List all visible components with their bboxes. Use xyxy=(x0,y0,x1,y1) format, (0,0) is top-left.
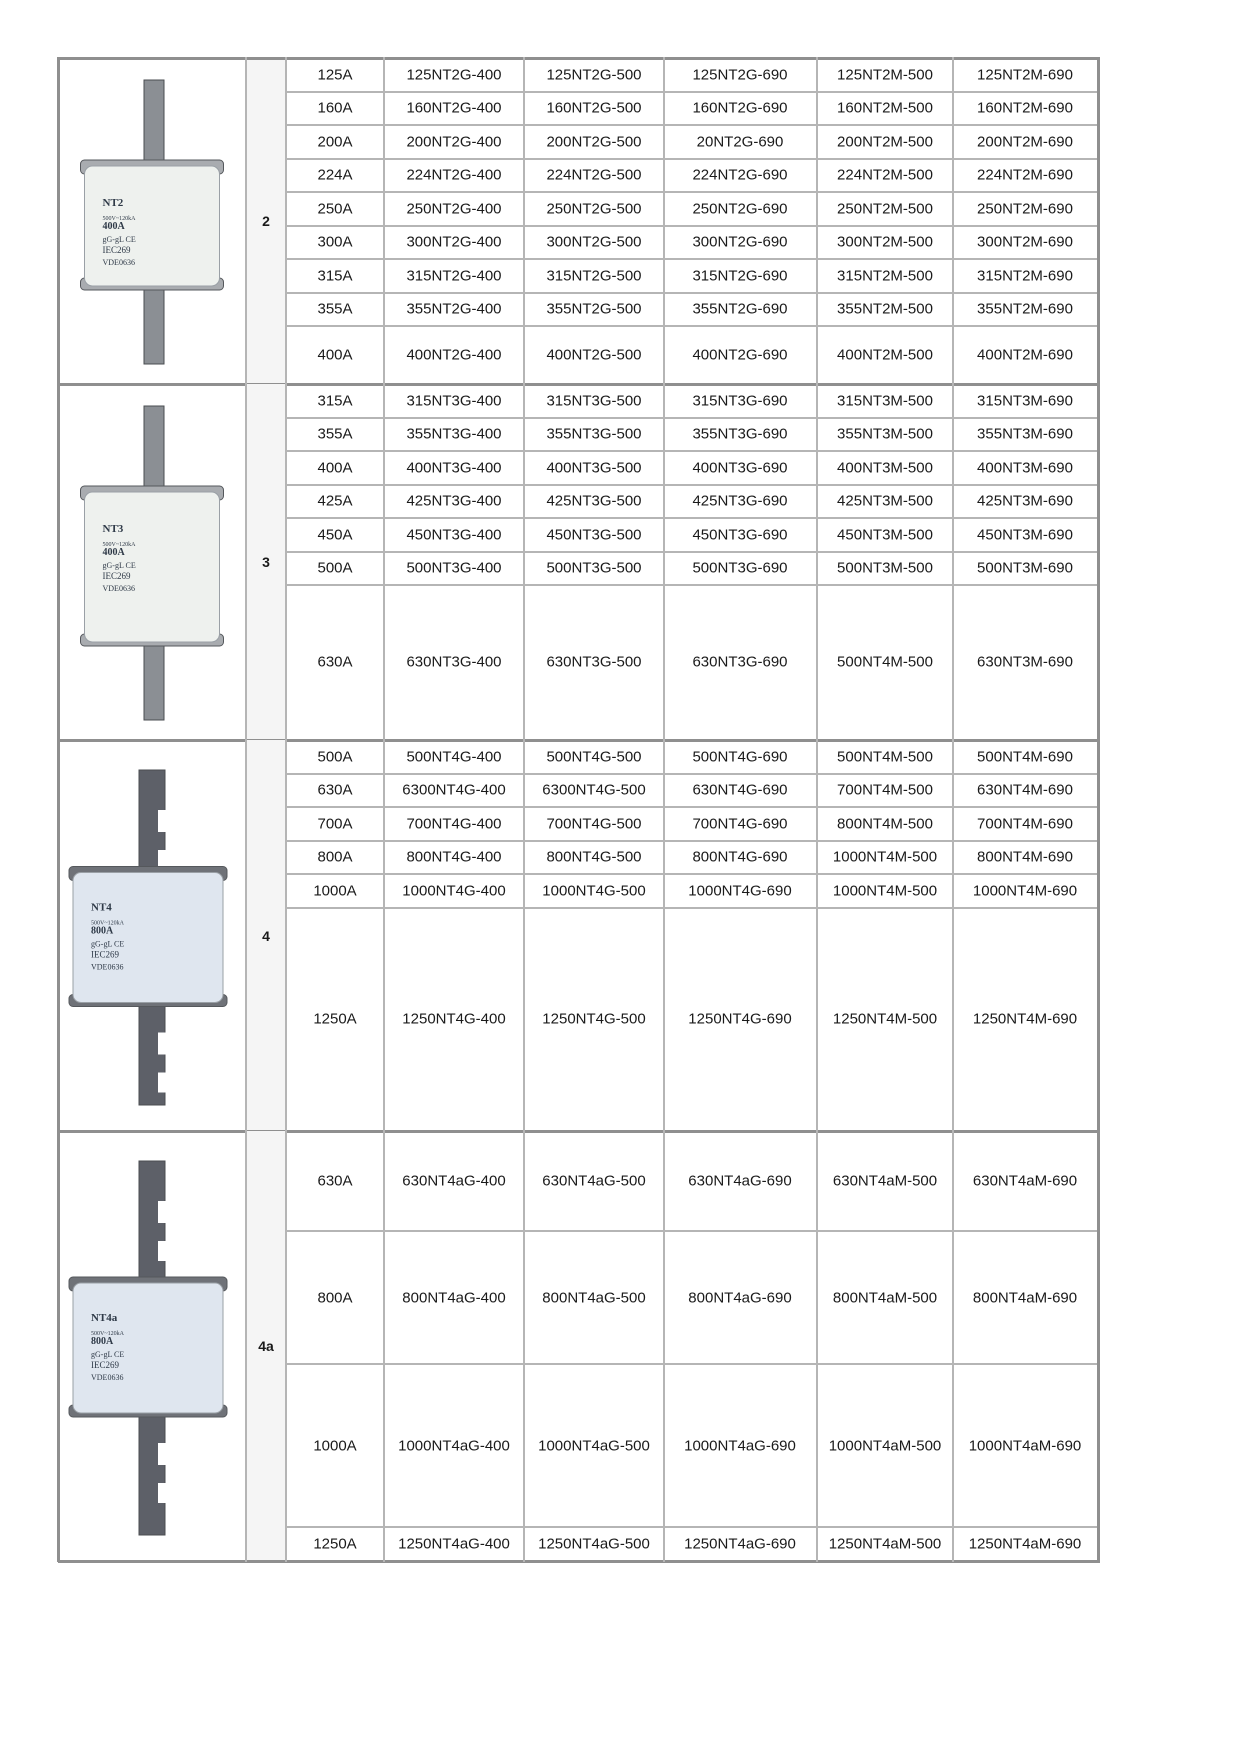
model-number-cell: 315NT2M-690 xyxy=(977,267,1073,285)
row-divider xyxy=(286,517,1098,519)
model-number-cell: 125NT2G-500 xyxy=(546,66,642,84)
model-number-cell: 200NT2M-500 xyxy=(837,133,933,151)
row-divider xyxy=(286,1230,1098,1232)
rated-current-cell: 224A xyxy=(317,166,353,184)
fuse-label-text: 400A xyxy=(102,221,125,232)
model-number-cell: 160NT2G-500 xyxy=(546,99,642,117)
model-number-cell: 1250NT4aG-400 xyxy=(398,1535,510,1553)
model-number-cell: 224NT2G-690 xyxy=(692,166,788,184)
model-number-cell: 355NT2G-400 xyxy=(406,300,502,318)
model-number-cell: 500NT4M-500 xyxy=(837,653,933,671)
model-number-cell: 200NT2G-500 xyxy=(546,133,642,151)
model-number-cell: 400NT2G-400 xyxy=(406,346,502,364)
model-number-cell: 160NT2M-690 xyxy=(977,99,1073,117)
rated-current-cell: 630A xyxy=(317,781,353,799)
model-number-cell: 160NT2G-690 xyxy=(692,99,788,117)
rated-current-cell: 355A xyxy=(317,300,353,318)
model-number-cell: 315NT2G-500 xyxy=(546,267,642,285)
model-number-cell: 500NT3G-400 xyxy=(406,559,502,577)
row-divider xyxy=(286,806,1098,808)
model-number-cell: 125NT2M-690 xyxy=(977,66,1073,84)
rated-current-cell: 1250A xyxy=(313,1535,357,1553)
model-number-cell: 224NT2M-500 xyxy=(837,166,933,184)
rated-current-cell: 1250A xyxy=(313,1010,357,1027)
model-number-cell: 700NT4M-690 xyxy=(977,815,1073,833)
model-number-cell: 1000NT4aG-400 xyxy=(398,1437,510,1454)
rated-current-cell: 800A xyxy=(317,848,353,866)
rated-current-cell: 250A xyxy=(317,200,353,218)
model-number-cell: 6300NT4G-500 xyxy=(542,781,646,799)
row-divider xyxy=(286,225,1098,227)
model-number-cell: 800NT4aM-500 xyxy=(832,1289,938,1306)
model-number-cell: 250NT2G-500 xyxy=(546,200,642,218)
model-number-cell: 250NT2G-690 xyxy=(692,200,788,218)
model-number-cell: 160NT2M-500 xyxy=(837,99,933,117)
fuse-label-text: VDE0636 xyxy=(102,584,135,593)
model-number-cell: 400NT2G-500 xyxy=(546,346,642,364)
model-number-cell: 425NT3G-400 xyxy=(406,492,502,510)
top-blade xyxy=(139,1161,165,1293)
model-number-cell: 450NT3G-400 xyxy=(406,526,502,544)
model-number-cell: 500NT3G-690 xyxy=(692,559,788,577)
model-number-cell: 1250NT4aG-500 xyxy=(538,1535,650,1553)
rated-current-cell: 1000A xyxy=(313,1437,357,1454)
model-number-cell: 630NT3G-400 xyxy=(406,653,502,671)
model-number-cell: 315NT3M-690 xyxy=(977,392,1073,410)
blade-notch xyxy=(158,1033,166,1055)
fuse-photo xyxy=(62,744,242,1127)
fuse-label-text: IEC269 xyxy=(102,245,131,255)
column-divider xyxy=(816,57,818,1562)
model-number-cell: 500NT4M-690 xyxy=(977,748,1073,766)
column-divider xyxy=(1097,57,1100,1562)
model-number-cell: 800NT4aM-690 xyxy=(972,1289,1078,1306)
model-number-cell: 400NT3G-500 xyxy=(546,459,642,477)
rated-current-cell: 1000A xyxy=(313,882,357,900)
model-number-cell: 1250NT4aM-690 xyxy=(968,1535,1082,1553)
model-number-cell: 160NT2G-400 xyxy=(406,99,502,117)
model-number-cell: 355NT3G-400 xyxy=(406,425,502,443)
rated-current-cell: 500A xyxy=(317,559,353,577)
rated-current-cell: 315A xyxy=(317,392,353,410)
model-number-cell: 355NT3G-690 xyxy=(692,425,788,443)
model-number-cell: 700NT4G-690 xyxy=(692,815,788,833)
fuse-label-text: 500V~120kA xyxy=(102,216,136,222)
rated-current-cell: 200A xyxy=(317,133,353,151)
model-number-cell: 1250NT4aM-500 xyxy=(828,1535,942,1553)
row-divider xyxy=(286,450,1098,452)
fuse-label-text: VDE0636 xyxy=(102,258,135,267)
blade-notch xyxy=(158,1073,166,1093)
table-top-border xyxy=(58,57,1100,60)
blade-notch xyxy=(158,1201,166,1223)
model-number-cell: 1000NT4G-400 xyxy=(402,882,506,900)
model-number-cell: 1000NT4aM-500 xyxy=(828,1437,942,1454)
model-number-cell: 450NT3G-500 xyxy=(546,526,642,544)
model-number-cell: 1250NT4G-400 xyxy=(402,1010,506,1027)
row-divider xyxy=(286,873,1098,875)
model-number-cell: 425NT3M-690 xyxy=(977,492,1073,510)
fuse-label-text: 500V~120kA xyxy=(102,542,136,548)
model-number-cell: 630NT4aG-400 xyxy=(402,1172,506,1190)
row-divider xyxy=(286,417,1098,419)
model-number-cell: 800NT4aG-500 xyxy=(542,1289,646,1306)
fuse-label-text: 500V~120kA xyxy=(91,920,124,927)
rated-current-cell: 800A xyxy=(317,1289,353,1306)
model-number-cell: 800NT4G-400 xyxy=(406,848,502,866)
fuse-photo xyxy=(62,1135,242,1557)
model-number-cell: 200NT2M-690 xyxy=(977,133,1073,151)
fuse-label-text: NT2 xyxy=(102,197,124,209)
model-number-cell: 400NT3M-500 xyxy=(837,459,933,477)
blade-notch xyxy=(158,1241,166,1261)
series-label: 2 xyxy=(262,213,270,229)
rated-current-cell: 300A xyxy=(317,233,353,251)
model-number-cell: 425NT3G-690 xyxy=(692,492,788,510)
model-number-cell: 1000NT4aM-690 xyxy=(968,1437,1082,1454)
group-divider xyxy=(58,383,1100,386)
model-number-cell: 200NT2G-400 xyxy=(406,133,502,151)
model-number-cell: 20NT2G-690 xyxy=(696,133,784,151)
model-number-cell: 500NT3G-500 xyxy=(546,559,642,577)
fuse-label-text: IEC269 xyxy=(91,949,119,960)
rated-current-cell: 425A xyxy=(317,492,353,510)
model-number-cell: 630NT4aM-500 xyxy=(832,1172,938,1190)
model-number-cell: 355NT2M-500 xyxy=(837,300,933,318)
series-label: 3 xyxy=(262,554,270,570)
model-number-cell: 315NT3G-690 xyxy=(692,392,788,410)
series-label: 4 xyxy=(262,927,270,944)
rated-current-cell: 500A xyxy=(317,748,353,766)
row-divider xyxy=(286,840,1098,842)
model-number-cell: 500NT3M-690 xyxy=(977,559,1073,577)
model-number-cell: 500NT4M-500 xyxy=(837,748,933,766)
model-number-cell: 630NT3G-500 xyxy=(546,653,642,671)
model-number-cell: 355NT2G-690 xyxy=(692,300,788,318)
blade-notch xyxy=(158,810,166,832)
rated-current-cell: 315A xyxy=(317,267,353,285)
model-number-cell: 1000NT4M-500 xyxy=(832,882,938,900)
model-number-cell: 630NT4G-690 xyxy=(692,781,788,799)
fuse-label-text: 800A xyxy=(91,1336,114,1347)
row-divider xyxy=(286,773,1098,775)
model-number-cell: 300NT2G-500 xyxy=(546,233,642,251)
model-number-cell: 800NT4G-500 xyxy=(546,848,642,866)
row-divider xyxy=(286,191,1098,193)
model-number-cell: 800NT4aG-400 xyxy=(402,1289,506,1306)
row-divider xyxy=(286,584,1098,586)
model-number-cell: 800NT4M-500 xyxy=(837,815,933,833)
model-number-cell: 1000NT4aG-690 xyxy=(684,1437,796,1454)
model-number-cell: 800NT4aG-690 xyxy=(688,1289,792,1306)
fuse-label-text: 400A xyxy=(102,547,125,558)
group-divider xyxy=(58,1130,1100,1133)
fuse-label-text: gG-gL CE xyxy=(91,1350,125,1359)
model-number-cell: 315NT2G-690 xyxy=(692,267,788,285)
model-number-cell: 630NT4M-690 xyxy=(977,781,1073,799)
model-number-cell: 1250NT4M-500 xyxy=(832,1010,938,1027)
model-number-cell: 400NT3M-690 xyxy=(977,459,1073,477)
model-number-cell: 630NT4aG-690 xyxy=(688,1172,792,1190)
model-number-cell: 300NT2G-690 xyxy=(692,233,788,251)
fuse-label-text: VDE0636 xyxy=(91,962,124,972)
model-number-cell: 355NT3M-690 xyxy=(977,425,1073,443)
model-number-cell: 425NT3G-500 xyxy=(546,492,642,510)
model-number-cell: 1250NT4aG-690 xyxy=(684,1535,796,1553)
model-number-cell: 250NT2M-690 xyxy=(977,200,1073,218)
row-divider xyxy=(286,292,1098,294)
model-number-cell: 315NT3G-400 xyxy=(406,392,502,410)
model-number-cell: 630NT3G-690 xyxy=(692,653,788,671)
fuse-label-text: NT4a xyxy=(91,1312,118,1324)
fuse-label-text: 800A xyxy=(91,925,114,937)
model-number-cell: 224NT2M-690 xyxy=(977,166,1073,184)
model-number-cell: 250NT2G-400 xyxy=(406,200,502,218)
bottom-blade xyxy=(139,1403,165,1535)
blade-notch xyxy=(158,1483,166,1503)
model-number-cell: 355NT3M-500 xyxy=(837,425,933,443)
ceramic-body xyxy=(73,873,223,1003)
blade-notch xyxy=(158,1443,166,1465)
model-number-cell: 1250NT4G-500 xyxy=(542,1010,646,1027)
model-number-cell: 1000NT4aG-500 xyxy=(538,1437,650,1454)
column-divider xyxy=(383,57,385,1562)
model-number-cell: 300NT2M-690 xyxy=(977,233,1073,251)
row-divider xyxy=(286,907,1098,909)
model-number-cell: 224NT2G-400 xyxy=(406,166,502,184)
model-number-cell: 315NT2G-400 xyxy=(406,267,502,285)
model-number-cell: 125NT2G-400 xyxy=(406,66,502,84)
model-number-cell: 1250NT4M-690 xyxy=(972,1010,1078,1027)
model-number-cell: 315NT3M-500 xyxy=(837,392,933,410)
model-number-cell: 630NT3M-690 xyxy=(977,653,1073,671)
rated-current-cell: 400A xyxy=(317,459,353,477)
fuse-photo xyxy=(62,388,242,736)
model-number-cell: 250NT2M-500 xyxy=(837,200,933,218)
column-divider xyxy=(663,57,665,1562)
row-divider xyxy=(286,1526,1098,1528)
fuse-label-text: gG-gL CE xyxy=(102,235,136,244)
fuse-label-text: VDE0636 xyxy=(91,1373,124,1382)
model-number-cell: 1000NT4M-500 xyxy=(832,848,938,866)
model-number-cell: 500NT3M-500 xyxy=(837,559,933,577)
fuse-label-text: 500V~120kA xyxy=(91,1331,124,1337)
fuse-label-text: gG-gL CE xyxy=(102,561,136,570)
model-number-cell: 224NT2G-500 xyxy=(546,166,642,184)
row-divider xyxy=(286,551,1098,553)
row-divider xyxy=(286,158,1098,160)
model-number-cell: 450NT3G-690 xyxy=(692,526,788,544)
model-number-cell: 355NT2M-690 xyxy=(977,300,1073,318)
model-number-cell: 355NT3G-500 xyxy=(546,425,642,443)
model-number-cell: 700NT4M-500 xyxy=(837,781,933,799)
model-number-cell: 125NT2G-690 xyxy=(692,66,788,84)
model-number-cell: 400NT3G-400 xyxy=(406,459,502,477)
model-number-cell: 500NT4G-500 xyxy=(546,748,642,766)
fuse-photo xyxy=(62,62,242,380)
model-number-cell: 300NT2G-400 xyxy=(406,233,502,251)
row-divider xyxy=(286,325,1098,327)
series-label: 4a xyxy=(258,1338,274,1354)
fuse-label-text: IEC269 xyxy=(91,1360,119,1370)
model-number-cell: 450NT3M-690 xyxy=(977,526,1073,544)
rated-current-cell: 400A xyxy=(317,346,353,364)
rated-current-cell: 450A xyxy=(317,526,353,544)
model-number-cell: 400NT2M-500 xyxy=(837,346,933,364)
model-number-cell: 315NT2M-500 xyxy=(837,267,933,285)
model-number-cell: 315NT3G-500 xyxy=(546,392,642,410)
model-number-cell: 630NT4aG-500 xyxy=(542,1172,646,1190)
fuse-label-text: NT3 xyxy=(102,523,124,535)
rated-current-cell: 160A xyxy=(317,99,353,117)
model-number-cell: 400NT2G-690 xyxy=(692,346,788,364)
column-divider xyxy=(952,57,954,1562)
model-number-cell: 300NT2M-500 xyxy=(837,233,933,251)
model-number-cell: 125NT2M-500 xyxy=(837,66,933,84)
model-number-cell: 800NT4M-690 xyxy=(977,848,1073,866)
rated-current-cell: 630A xyxy=(317,1172,353,1190)
group-divider xyxy=(58,1560,1100,1563)
rated-current-cell: 630A xyxy=(317,653,353,671)
model-number-cell: 500NT4G-400 xyxy=(406,748,502,766)
row-divider xyxy=(286,258,1098,260)
model-number-cell: 425NT3M-500 xyxy=(837,492,933,510)
fuse-label-text: gG-gL CE xyxy=(91,939,125,949)
model-number-cell: 450NT3M-500 xyxy=(837,526,933,544)
column-divider xyxy=(523,57,525,1562)
model-number-cell: 700NT4G-500 xyxy=(546,815,642,833)
model-number-cell: 800NT4G-690 xyxy=(692,848,788,866)
model-number-cell: 1000NT4G-500 xyxy=(542,882,646,900)
model-number-cell: 355NT2G-500 xyxy=(546,300,642,318)
model-number-cell: 700NT4G-400 xyxy=(406,815,502,833)
model-number-cell: 6300NT4G-400 xyxy=(402,781,506,799)
rated-current-cell: 700A xyxy=(317,815,353,833)
ceramic-body xyxy=(73,1283,223,1413)
model-number-cell: 400NT3G-690 xyxy=(692,459,788,477)
row-divider xyxy=(286,124,1098,126)
rated-current-cell: 355A xyxy=(317,425,353,443)
model-number-cell: 630NT4aM-690 xyxy=(972,1172,1078,1190)
model-number-cell: 1000NT4M-690 xyxy=(972,882,1078,900)
model-number-cell: 400NT2M-690 xyxy=(977,346,1073,364)
group-divider xyxy=(58,739,1100,742)
model-number-cell: 1250NT4G-690 xyxy=(688,1010,792,1027)
column-divider xyxy=(245,57,247,1562)
fuse-label-text: IEC269 xyxy=(102,571,131,581)
row-divider xyxy=(286,484,1098,486)
model-number-cell: 1000NT4G-690 xyxy=(688,882,792,900)
row-divider xyxy=(286,91,1098,93)
fuse-label-text: NT4 xyxy=(91,901,112,914)
row-divider xyxy=(286,1363,1098,1365)
column-divider xyxy=(285,57,287,1562)
column-divider xyxy=(57,57,60,1562)
rated-current-cell: 125A xyxy=(317,66,353,84)
model-number-cell: 500NT4G-690 xyxy=(692,748,788,766)
